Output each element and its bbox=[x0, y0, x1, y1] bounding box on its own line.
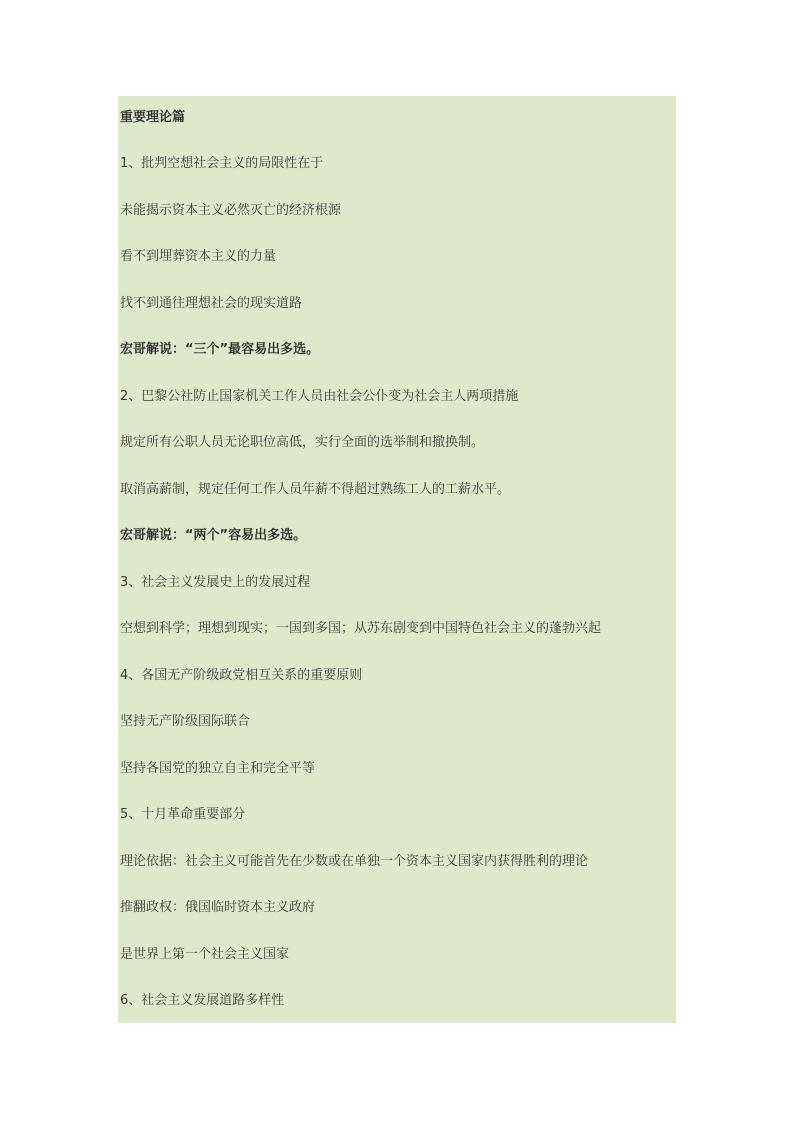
point-1-heading: 1、批判空想社会主义的局限性在于 bbox=[120, 156, 324, 171]
document-content-block bbox=[118, 96, 676, 1023]
point-1-item-2: 看不到埋葬资本主义的力量 bbox=[120, 249, 277, 264]
point-2-item-2: 取消高薪制，规定任何工作人员年薪不得超过熟练工人的工薪水平。 bbox=[120, 482, 511, 497]
point-4-item-2: 坚持各国党的独立自主和完全平等 bbox=[120, 761, 316, 776]
point-3-item-1: 空想到科学；理想到现实；一国到多国；从苏东剧变到中国特色社会主义的蓬勃兴起 bbox=[120, 621, 602, 636]
commentary-1: 宏哥解说：“三个”最容易出多选。 bbox=[120, 342, 320, 357]
point-1-item-3: 找不到通往理想社会的现实道路 bbox=[120, 296, 303, 311]
commentary-2: 宏哥解说：“两个”容易出多选。 bbox=[120, 528, 307, 543]
point-4-item-1: 坚持无产阶级国际联合 bbox=[120, 714, 251, 729]
point-5-item-1: 理论依据：社会主义可能首先在少数或在单独一个资本主义国家内获得胜利的理论 bbox=[120, 854, 589, 869]
point-3-heading: 3、社会主义发展史上的发展过程 bbox=[120, 575, 311, 590]
point-6-heading: 6、社会主义发展道路多样性 bbox=[120, 993, 285, 1008]
point-5-heading: 5、十月革命重要部分 bbox=[120, 807, 246, 822]
point-5-item-3: 是世界上第一个社会主义国家 bbox=[120, 947, 290, 962]
point-2-heading: 2、巴黎公社防止国家机关工作人员由社会公仆变为社会主人两项措施 bbox=[120, 389, 519, 404]
point-4-heading: 4、各国无产阶级政党相互关系的重要原则 bbox=[120, 668, 363, 683]
section-heading: 重要理论篇 bbox=[120, 110, 186, 125]
point-5-item-2: 推翻政权：俄国临时资本主义政府 bbox=[120, 900, 316, 915]
point-1-item-1: 未能揭示资本主义必然灭亡的经济根源 bbox=[120, 203, 342, 218]
point-2-item-1: 规定所有公职人员无论职位高低，实行全面的选举制和撤换制。 bbox=[120, 435, 485, 450]
